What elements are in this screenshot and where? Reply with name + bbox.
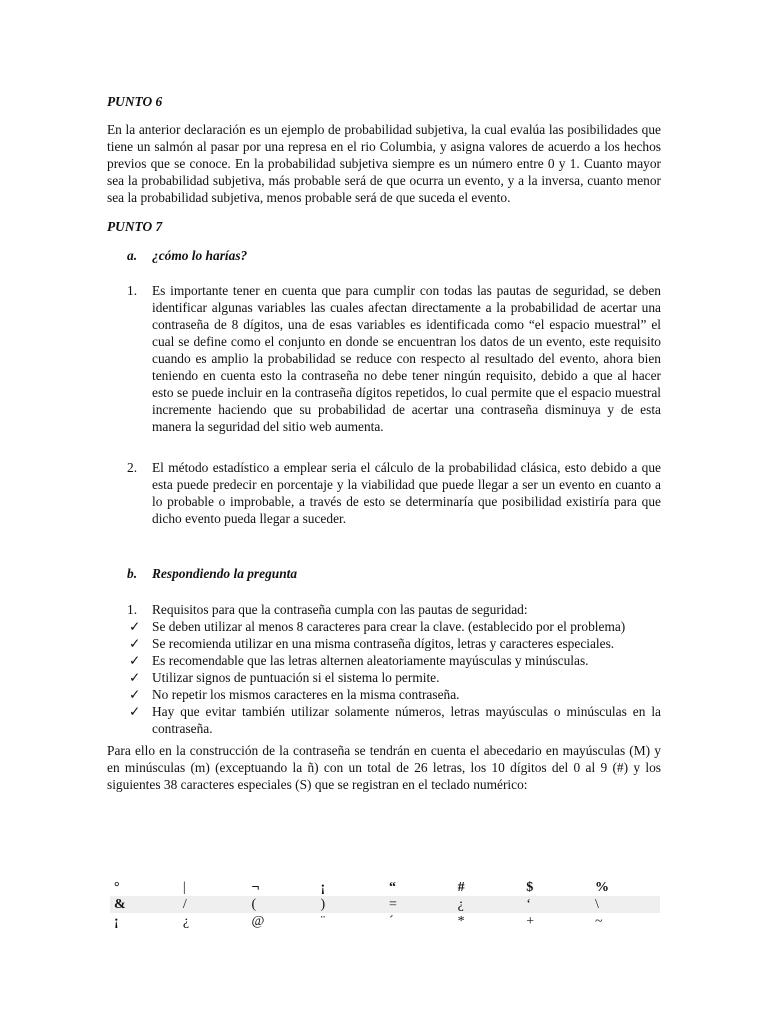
subheading-a-label: a. [127,248,138,263]
checklist-item [127,669,661,686]
checkmark-icon: ✓ [129,670,141,685]
checklist-item-text: Hay que evitar también utilizar solamente números, letras mayúsculas o minúsculas en la contraseña. [152,704,661,736]
list-item-text: Requisitos para que la contraseña cumpla con las pautas de seguridad: [152,602,528,617]
table-cell: % [594,880,609,895]
table-cell: ¨ [320,914,326,929]
table-cell: ¿ [182,914,190,929]
table-cell: ¡ [320,880,326,895]
closing-paragraph: Para ello en la construcción de la contraseña se tendrán en cuenta el abecedario en mayúsculas (M) y en minúsculas (m) (exceptuando la ñ) con un total de 26 letras, los 10 dígitos del 0 al 9 (#) y los siguientes 38 caracteres especiales (S) que se registran en el teclado numérico: [107,743,661,792]
subheading-b-label: b. [127,566,138,581]
checklist-item-text: Se deben utilizar al menos 8 caracteres para crear la clave. (establecido por el problema) [152,619,626,634]
list-item [127,601,661,618]
checklist-item-text: Se recomienda utilizar en una misma contraseña dígitos, letras y caracteres especiales. [152,636,615,651]
list-item-number: 2. [127,460,138,475]
subheading-b [127,565,297,582]
list-item-text: El método estadístico a emplear seria el cálculo de la probabilidad clásica, esto debido a que esta puede predecir en porcentaje y la viabilidad que puede llegar a ser un evento en cuanto a lo probable o improbable, a través de esto se determinaría que posibilidad existiría para que dicho evento pueda llegar a suceder. [152,460,661,526]
table-cell: ¬ [251,880,260,895]
special-characters-table [110,879,660,930]
table-cell: / [179,896,248,913]
checklist-item [127,686,661,703]
table-row [110,896,660,913]
table-cell: ~ [594,914,603,929]
list-item-number: 1. [127,602,138,617]
punto6-heading: PUNTO 6 [107,94,163,109]
checklist-item [127,635,661,652]
table-cell: \ [591,896,660,913]
table-cell: * [457,914,465,929]
table-cell: ( [247,896,316,913]
checklist-item-text: Utilizar signos de puntuación si el sistema lo permite. [152,670,440,685]
table-cell: = [385,896,454,913]
checklist-item-text: Es recomendable que las letras alternen aleatoriamente mayúsculas y minúsculas. [152,653,589,668]
checklist-item [127,703,661,737]
checklist-item [127,618,661,635]
punto6-paragraph: En la anterior declaración es un ejemplo de probabilidad subjetiva, la cual evalúa las posibilidades que tiene un salmón al pasar por una represa en el rio Columbia, y asigna valores de acuerdo a los hechos previos que se conoce. En la probabilidad subjetiva siempre es un número entre 0 y 1. Cuanto mayor sea la probabilidad subjetiva, más probable será de que ocurra un evento, y a la inversa, cuanto menor sea la probabilidad subjetiva, menos probable será de que suceda el evento. [107,122,661,205]
checkmark-icon: ✓ [129,636,141,651]
table-cell: @ [251,914,265,929]
list-item-text: Es importante tener en cuenta que para cumplir con todas las pautas de seguridad, se deben identificar algunas variables las cuales afectan directamente a la probabilidad de acertar una contraseña de 8 dígitos, una de esas variables es identificada como “el espacio muestral” el cual se define como el conjunto en donde se encuentran los datos de un evento, este requisito cuando es amplio la probabilidad se reduce con respecto al resultado del evento, ahora bien teniendo en cuenta esto la contraseña no debe tener ningún requisito, debido a que al hacer esto se puede incluir en la contraseña dígitos repetidos, lo cual permite que el espacio muestral incremente haciendo que su probabilidad de acertar una contraseña disminuya y de esta manera la seguridad del sitio web aumenta. [152,283,661,434]
punto7-heading: PUNTO 7 [107,219,163,234]
checklist-item [127,652,661,669]
list-item-number: 1. [127,283,138,298]
checklist [127,618,661,737]
table-cell: # [457,880,465,895]
list-item [127,282,661,435]
table-cell: $ [526,880,534,895]
table-cell: ‘ [522,896,591,913]
table-cell: ¿ [454,896,523,913]
subheading-a [127,247,247,264]
table-row [110,879,660,896]
checklist-item-text: No repetir los mismos caracteres en la misma contraseña. [152,687,460,702]
table-cell: ) [316,896,385,913]
checkmark-icon: ✓ [129,687,141,702]
table-row [110,913,660,930]
table-cell: + [526,914,535,929]
table-cell: ° [114,880,120,895]
subheading-b-title: Respondiendo la pregunta [152,566,298,581]
list-item [127,459,661,527]
table-cell: & [110,896,179,913]
table-cell: “ [388,880,396,895]
table-cell: | [182,880,186,895]
table-cell: ¡ [114,914,119,929]
table-cell: ´ [388,914,394,929]
checkmark-icon: ✓ [129,704,141,719]
subheading-a-title: ¿cómo lo harías? [152,248,248,263]
checkmark-icon: ✓ [129,619,141,634]
checkmark-icon: ✓ [129,653,141,668]
